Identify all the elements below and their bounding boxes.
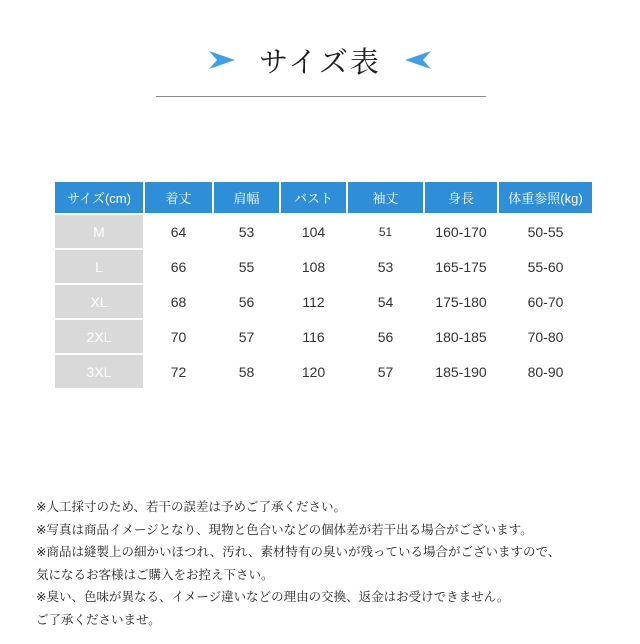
- note-line: 気になるお客様はご購入をお控え下さい。: [36, 566, 274, 582]
- table-cell: 50-55: [527, 223, 564, 240]
- header-sleeve: 袖丈: [348, 182, 423, 213]
- title-block: [0, 36, 640, 84]
- table-cell: 68: [170, 293, 187, 310]
- table-row: [55, 355, 592, 388]
- chevron-right-icon: [207, 49, 237, 71]
- header-weight: 体重参照(kg): [499, 182, 592, 213]
- table-header-row: [55, 182, 592, 213]
- table-cell: 60-70: [527, 293, 564, 310]
- table-row: [55, 215, 592, 248]
- table-cell: 66: [170, 258, 187, 275]
- table-cell: 51: [378, 224, 393, 239]
- table-cell: 80-90: [527, 363, 564, 380]
- page-title: サイズ表: [259, 44, 381, 79]
- header-shoulder: 肩幅: [214, 182, 279, 213]
- table-cell: 55: [238, 258, 255, 275]
- size-label: 2XL: [55, 320, 143, 353]
- table-row: [55, 285, 592, 318]
- header-size: サイズ(cm): [55, 182, 143, 213]
- table-cell: 56: [377, 328, 394, 345]
- table-row: [55, 320, 592, 353]
- table-cell: 57: [377, 363, 394, 380]
- note-line: ※臭い、色味が異なる、イメージ違いなどの理由の交換、返金はお受けできません。: [36, 589, 510, 605]
- note-line: ※写真は商品イメージとなり、現物と色合いなどの個体差が若干出る場合がございます。: [36, 521, 533, 537]
- note-line: ※人工採寸のため、若干の誤差は予めご了承ください。: [36, 499, 346, 514]
- table-cell: 64: [170, 223, 187, 240]
- header-height: 身長: [425, 182, 497, 213]
- table-cell: 54: [377, 293, 394, 310]
- size-table: [53, 180, 594, 390]
- note-line: ご了承くださいませ。: [36, 611, 161, 627]
- table-cell: 185-190: [435, 363, 487, 380]
- table-cell: 53: [238, 223, 255, 240]
- table-cell: 104: [301, 223, 326, 240]
- table-cell: 112: [302, 293, 325, 310]
- table-cell: 70: [170, 328, 187, 345]
- table-cell: 72: [170, 363, 187, 380]
- table-cell: 160-170: [435, 223, 487, 240]
- table-cell: 55-60: [527, 258, 564, 275]
- header-bust: バスト: [281, 182, 346, 213]
- table-cell: 53: [377, 258, 394, 275]
- size-label: L: [55, 250, 143, 283]
- table-cell: 56: [238, 293, 255, 310]
- table-cell: 58: [238, 363, 255, 380]
- title-divider: [156, 96, 486, 97]
- chevron-left-icon: [403, 49, 433, 71]
- table-cell: 120: [301, 363, 326, 380]
- notes-block: [36, 496, 626, 632]
- size-label: XL: [55, 285, 143, 318]
- table-cell: 116: [302, 328, 325, 345]
- table-cell: 108: [301, 258, 326, 275]
- table-cell: 165-175: [435, 258, 487, 275]
- size-label: 3XL: [55, 355, 143, 388]
- table-cell: 70-80: [527, 328, 564, 345]
- header-length: 着丈: [145, 182, 212, 213]
- table-cell: 180-185: [435, 328, 487, 345]
- table-cell: 175-180: [435, 293, 487, 310]
- size-label: M: [55, 215, 143, 248]
- table-row: [55, 250, 592, 283]
- table-cell: 57: [238, 328, 255, 345]
- note-line: ※商品は縫製上の細かいほつれ、汚れ、素材特有の臭いが残っている場合がございますので、: [36, 544, 561, 560]
